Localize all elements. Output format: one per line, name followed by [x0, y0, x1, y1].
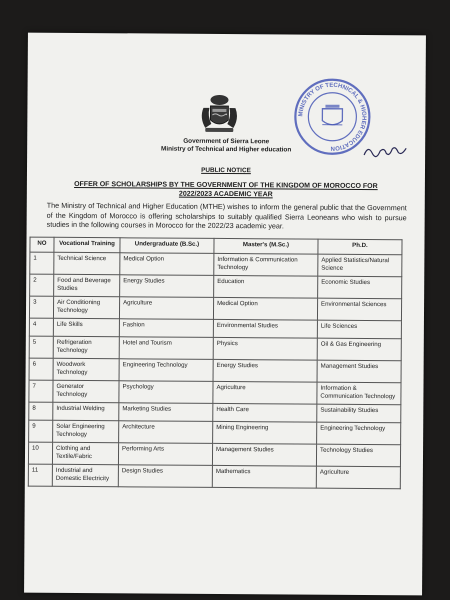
public-notice-label: PUBLIC NOTICE — [201, 166, 251, 175]
cell-phd: Agriculture — [316, 466, 400, 489]
cell-undergraduate: Medical Option — [120, 253, 214, 276]
cell-phd: Information & Communication Technology — [317, 382, 401, 405]
cell-phd: Sustainability Studies — [317, 404, 401, 423]
table-row — [28, 442, 400, 467]
cell-no: 10 — [28, 442, 52, 464]
cell-no: 3 — [29, 296, 53, 318]
cell-vocational: Life Skills — [53, 318, 119, 336]
cell-vocational: Clothing and Textile/Fabric — [52, 442, 118, 464]
cell-masters: Energy Studies — [213, 359, 317, 382]
coat-of-arms-icon — [197, 94, 241, 134]
table-body — [28, 252, 402, 489]
cell-no: 11 — [28, 464, 52, 486]
courses-table — [28, 237, 403, 490]
cell-undergraduate: Hotel and Tourism — [119, 337, 213, 360]
column-header-phd: Ph.D. — [318, 239, 402, 255]
cell-vocational: Food and Beverage Studies — [54, 274, 120, 296]
cell-undergraduate: Engineering Technology — [119, 359, 213, 382]
cell-undergraduate: Performing Arts — [118, 443, 212, 466]
cell-undergraduate: Marketing Studies — [119, 403, 213, 422]
cell-masters: Information & Communication Technology — [214, 253, 318, 276]
cell-undergraduate: Psychology — [119, 381, 213, 404]
cell-no: 5 — [29, 336, 53, 358]
cell-no: 4 — [29, 318, 53, 336]
cell-no: 8 — [29, 402, 53, 420]
table-row — [30, 252, 402, 277]
cell-undergraduate: Energy Studies — [120, 275, 214, 298]
cell-undergraduate: Fashion — [119, 319, 213, 338]
government-name: Government of Sierra Leone — [183, 137, 270, 146]
table-row — [30, 274, 402, 299]
cell-phd: Life Sciences — [317, 320, 401, 339]
table-row — [29, 380, 401, 405]
document-page — [24, 33, 426, 596]
cell-vocational: Air Conditioning Technology — [53, 296, 119, 318]
cell-masters: Health Care — [213, 403, 317, 422]
cell-phd: Technology Studies — [316, 444, 400, 467]
cell-undergraduate: Agriculture — [119, 297, 213, 320]
cell-vocational: Generator Technology — [53, 380, 119, 402]
cell-masters: Physics — [213, 337, 317, 360]
svg-text:MINISTRY OF TECHNICAL & HIGHER: MINISTRY OF TECHNICAL & HIGHER EDUCATION — [298, 82, 367, 151]
cell-vocational: Industrial and Domestic Electricity — [52, 464, 118, 486]
cell-phd: Management Studies — [317, 360, 401, 383]
cell-vocational: Refrigeration Technology — [53, 336, 119, 358]
cell-masters: Management Studies — [212, 443, 316, 466]
cell-masters: Agriculture — [213, 381, 317, 404]
ministry-name: Ministry of Technical and Higher education — [161, 145, 292, 154]
cell-phd: Oil & Gas Engineering — [317, 338, 401, 361]
letterhead — [27, 137, 425, 156]
column-header-no: NO — [30, 237, 54, 252]
cell-no: 9 — [29, 420, 53, 442]
cell-no: 6 — [29, 358, 53, 380]
cell-no: 7 — [29, 380, 53, 402]
cell-undergraduate: Design Studies — [118, 465, 212, 488]
table-row — [28, 464, 400, 489]
cell-masters: Education — [214, 275, 318, 298]
cell-vocational: Woodwork Technology — [53, 358, 119, 380]
cell-no: 1 — [30, 252, 54, 274]
intro-paragraph: The Ministry of Technical and Higher Education (MTHE) wishes to inform the general public that the Government of the Kingdom of Morocco is offering scholarships to suitably qualified Sierra Leoneans who wish to pursue studies in the following courses in Morocco for the 2022/23 academic year. — [46, 200, 407, 231]
table-row — [29, 358, 401, 383]
column-header-masters: Master's (M.Sc.) — [214, 238, 318, 254]
cell-phd: Economic Studies — [318, 276, 402, 299]
cell-vocational: Solar Engineering Technology — [53, 420, 119, 442]
cell-phd: Applied Statistics/Natural Science — [318, 254, 402, 277]
cell-undergraduate: Architecture — [119, 421, 213, 444]
table-row — [29, 336, 401, 361]
column-header-vocational: Vocational Training — [54, 237, 120, 252]
table-row — [29, 420, 401, 445]
cell-masters: Mining Engineering — [213, 421, 317, 444]
cell-vocational: Industrial Welding — [53, 402, 119, 420]
cell-masters: Mathematics — [212, 465, 316, 488]
notice-title: OFFER OF SCHOLARSHIPS BY THE GOVERNMENT OF THE KINGDOM OF MOROCCO FOR 2022/2023 ACADEMIC YEAR — [74, 180, 378, 198]
cell-masters: Medical Option — [213, 297, 317, 320]
table-row — [29, 296, 401, 321]
cell-no: 2 — [30, 274, 54, 296]
cell-vocational: Technical Science — [54, 252, 120, 274]
column-header-undergraduate: Undergraduate (B.Sc.) — [120, 238, 214, 254]
cell-masters: Environmental Studies — [213, 319, 317, 338]
cell-phd: Engineering Technology — [317, 422, 401, 445]
cell-phd: Environmental Sciences — [317, 298, 401, 321]
